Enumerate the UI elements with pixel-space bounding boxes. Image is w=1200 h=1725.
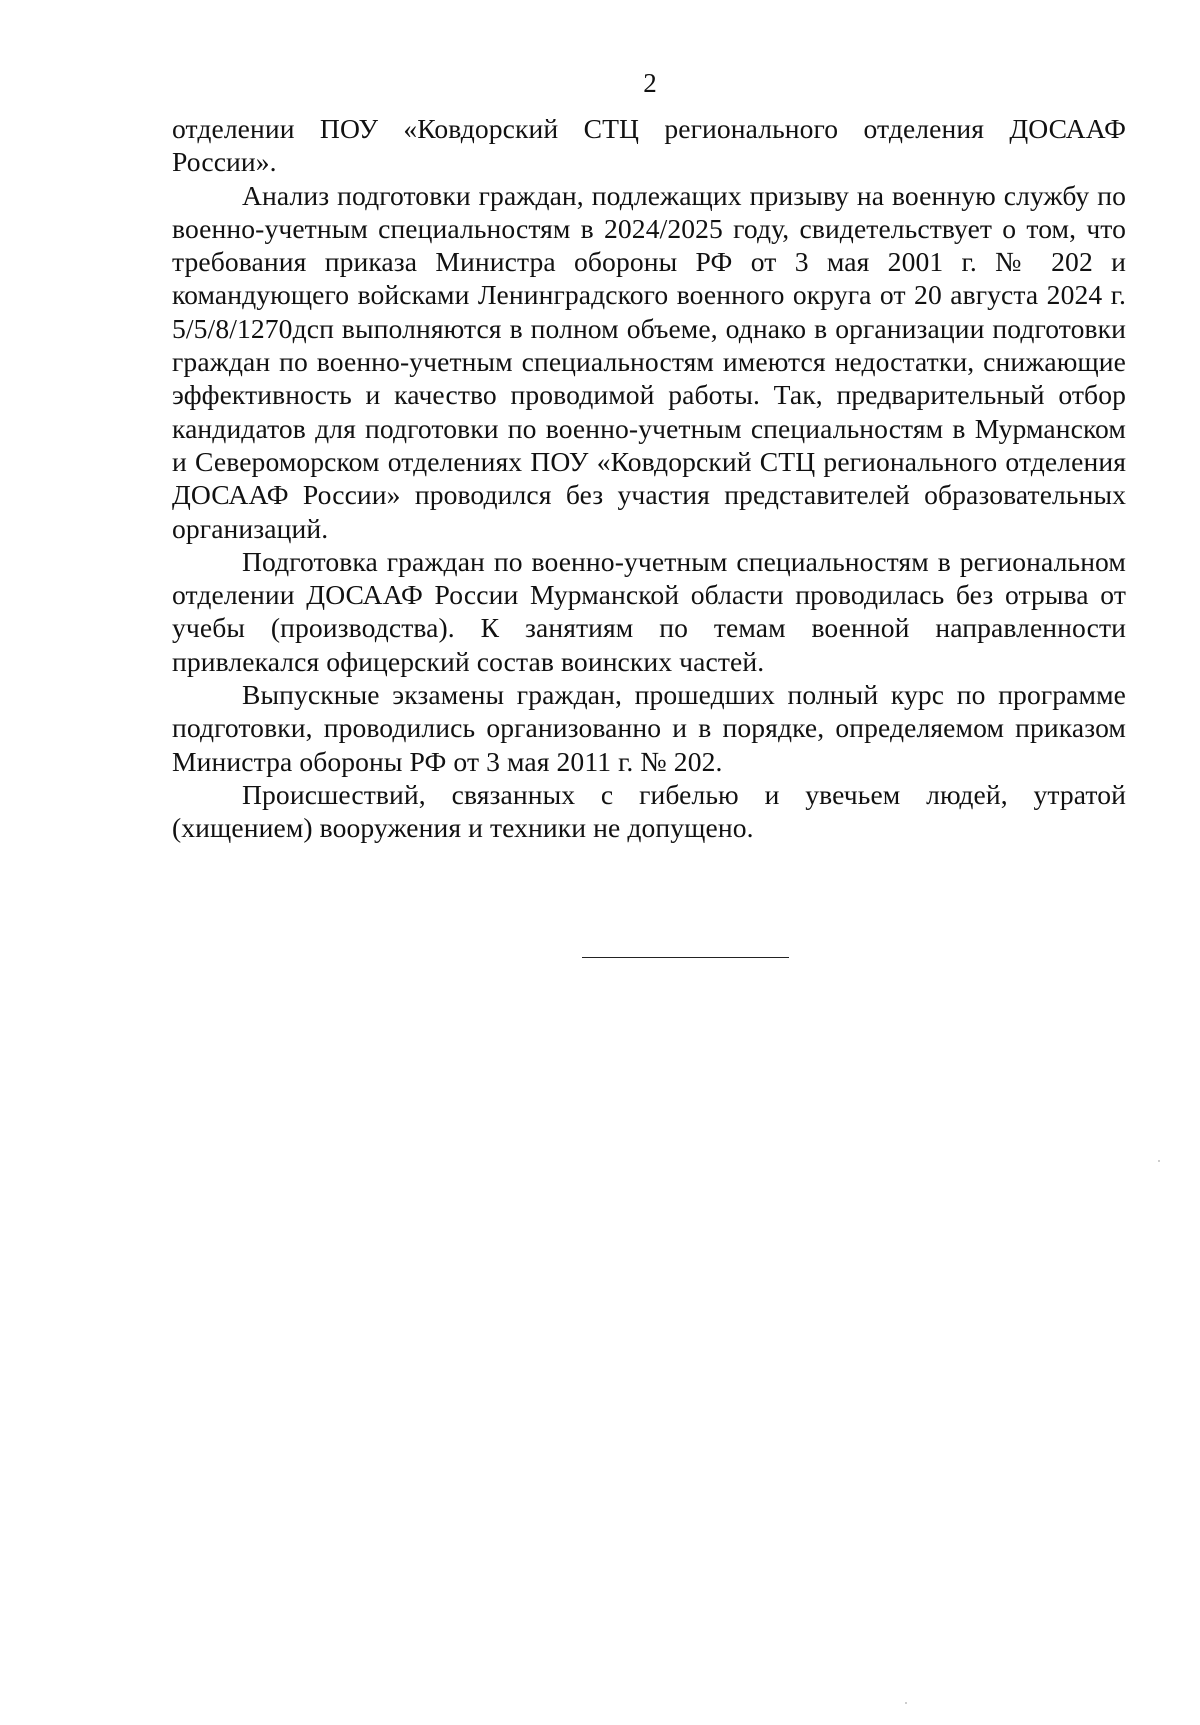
paragraph-4: Выпускные экзамены граждан, прошедших полный курс по программе подготовки, проводились организованно и в порядке, определяемом приказом Министра обороны РФ от 3 мая 2011 г. № 202. bbox=[172, 679, 1126, 777]
paragraph-3: Подготовка граждан по военно-учетным специальностям в региональном отделении ДОСААФ России Мурманской области проводилась без отрыва от учебы (производства). К занятиям по темам военной направленности привлекался офицерский состав воинских частей. bbox=[172, 545, 1126, 677]
paragraph-5: Происшествий, связанных с гибелью и увечьем людей, утратой (хищением) вооружения и техники не допущено. bbox=[172, 778, 1126, 844]
page-number: 2 bbox=[643, 68, 657, 98]
paragraph-2: Анализ подготовки граждан, подлежащих призыву на военную службу по военно-учетным специальностям в 2024/2025 году, свидетельствует о том, что требования приказа Министра обороны РФ от 3 мая 2001 г. № 202 и командующего войсками Ленинградского военного округа от 20 августа 2024 г. 5/5/8/1270дсп выполняются в полном объеме, однако в организации подготовки граждан по военно-учетным специальностям имеются недостатки, снижающие эффективность и качество проводимой работы. Так, предварительный отбор кандидатов для подготовки по военно-учетным специальностям в Мурманском и Североморском отделениях ПОУ «Ковдорский СТЦ регионального отделения ДОСААФ России» проводился без участия представителей образовательных организаций. bbox=[172, 179, 1126, 544]
paragraph-1: отделении ПОУ «Ковдорский СТЦ регионального отделения ДОСААФ России». bbox=[172, 113, 1126, 178]
body-text bbox=[172, 112, 1126, 845]
scan-speck bbox=[1158, 1160, 1160, 1162]
scan-speck bbox=[905, 1702, 907, 1704]
end-divider-line bbox=[582, 957, 789, 958]
